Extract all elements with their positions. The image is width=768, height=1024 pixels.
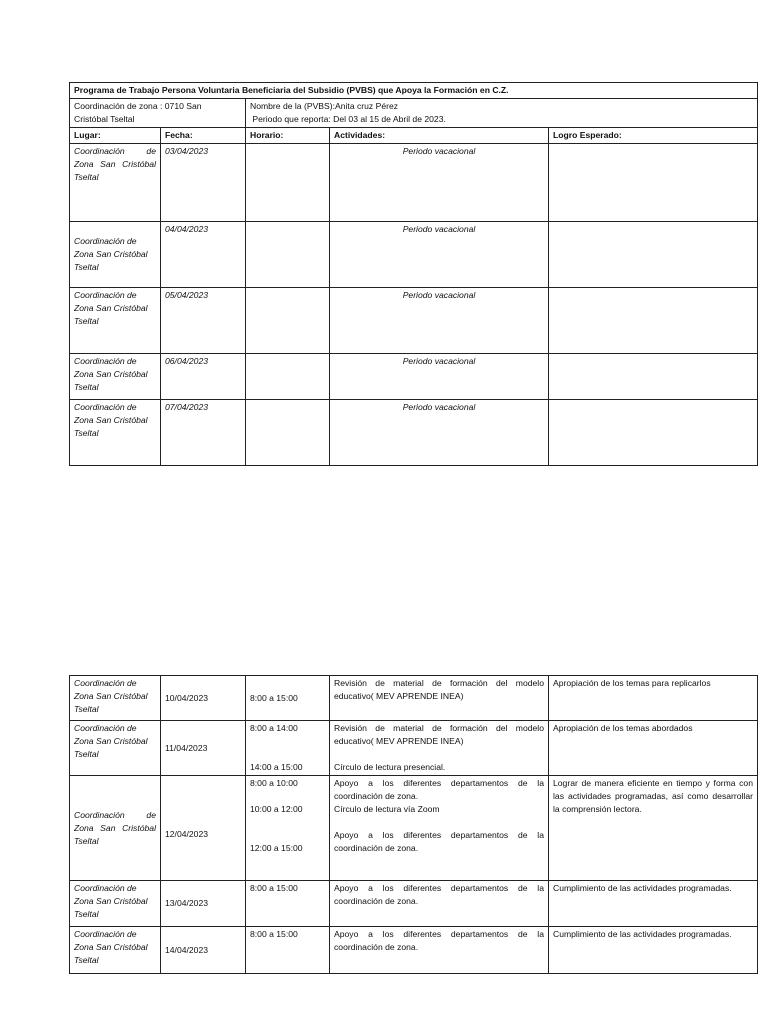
place-cell: Coordinación de Zona San Cristóbal Tseltal [70,776,161,881]
schedule-cell [246,354,330,400]
schedule-cell [246,288,330,354]
zone-coordination: Coordinación de zona : 0710 San Cristóbal Tseltal [70,99,246,128]
goal-cell [549,222,758,288]
date-cell: 07/04/2023 [161,400,246,466]
date-cell: 05/04/2023 [161,288,246,354]
activity-cell: Revisión de material de formación del modelo educativo( MEV APRENDE INEA) Círculo de lectura presencial. [330,721,549,776]
date-cell: 06/04/2023 [161,354,246,400]
report-period: Periodo que reporta: Del 03 al 15 de Abril de 2023. [250,114,446,124]
table-row [70,881,758,927]
activity-cell: Periodo vacacional [330,354,549,400]
goal-cell [549,288,758,354]
goal-cell: Apropiación de los temas abordados [549,721,758,776]
goal-cell: Cumplimiento de las actividades programadas. [549,881,758,927]
activity-cell: Periodo vacacional [330,222,549,288]
goal-cell: Cumplimiento de las actividades programadas. [549,927,758,974]
goal-cell: Lograr de manera eficiente en tiempo y forma con las actividades programadas, así como desarrollar la comprensión lectora. [549,776,758,881]
activity-cell: Apoyo a los diferentes departamentos de la coordinación de zona. Círculo de lectura vía Zoom Apoyo a los diferentes departamentos de la coordinación de zona. [330,776,549,881]
activity-cell: Periodo vacacional [330,400,549,466]
schedule-cell: 8:00 a 15:00 [246,927,330,974]
place-cell: Coordinación de Zona San Cristóbal Tseltal [70,222,161,288]
schedule-cell: 8:00 a 14:00 14:00 a 15:00 [246,721,330,776]
column-header-activities: Actividades: [330,128,549,144]
place-cell: Coordinación de Zona San Cristóbal Tseltal [70,927,161,974]
table-row [70,676,758,721]
table-row [70,144,758,222]
table-row [70,354,758,400]
activity-cell: Periodo vacacional [330,144,549,222]
schedule-cell [246,222,330,288]
volunteer-info [246,99,758,128]
goal-cell [549,354,758,400]
schedule-cell: 8:00 a 15:00 [246,881,330,927]
goal-cell [549,144,758,222]
place-cell: Coordinación de Zona San Cristóbal Tseltal [70,881,161,927]
column-header-place: Lugar: [70,128,161,144]
place-cell: Coordinación de Zona San Cristóbal Tseltal [70,144,161,222]
schedule-cell: 8:00 a 15:00 [246,676,330,721]
date-cell: 12/04/2023 [161,776,246,881]
place-cell: Coordinación de Zona San Cristóbal Tseltal [70,354,161,400]
activity-cell: Periodo vacacional [330,288,549,354]
goal-cell: Apropiación de los temas para replicarlos [549,676,758,721]
table-row [70,288,758,354]
work-program-table-week2 [69,675,758,974]
column-header-date: Fecha: [161,128,246,144]
table-row [70,222,758,288]
date-cell: 04/04/2023 [161,222,246,288]
place-cell: Coordinación de Zona San Cristóbal Tseltal [70,400,161,466]
document-title: Programa de Trabajo Persona Voluntaria Beneficiaria del Subsidio (PVBS) que Apoya la Formación en C.Z. [70,83,758,99]
column-header-schedule: Horario: [246,128,330,144]
activity-cell: Apoyo a los diferentes departamentos de la coordinación de zona. [330,881,549,927]
activity-cell: Apoyo a los diferentes departamentos de la coordinación de zona. [330,927,549,974]
table-row [70,927,758,974]
place-cell: Coordinación de Zona San Cristóbal Tseltal [70,288,161,354]
work-program-table-week1 [69,82,758,466]
date-cell: 13/04/2023 [161,881,246,927]
schedule-cell: 8:00 a 10:00 10:00 a 12:00 12:00 a 15:00 [246,776,330,881]
activity-cell: Revisión de material de formación del modelo educativo( MEV APRENDE INEA) [330,676,549,721]
date-cell: 03/04/2023 [161,144,246,222]
date-cell: 11/04/2023 [161,721,246,776]
table-row [70,776,758,881]
table-row [70,721,758,776]
table-row [70,400,758,466]
goal-cell [549,400,758,466]
place-cell: Coordinación de Zona San Cristóbal Tseltal [70,721,161,776]
schedule-cell [246,400,330,466]
date-cell: 10/04/2023 [161,676,246,721]
schedule-cell [246,144,330,222]
place-cell: Coordinación de Zona San Cristóbal Tseltal [70,676,161,721]
volunteer-name: Nombre de la (PVBS):Anita cruz Pérez [250,101,399,111]
date-cell: 14/04/2023 [161,927,246,974]
column-header-goal: Logro Esperado: [549,128,758,144]
column-header-row [70,128,758,144]
